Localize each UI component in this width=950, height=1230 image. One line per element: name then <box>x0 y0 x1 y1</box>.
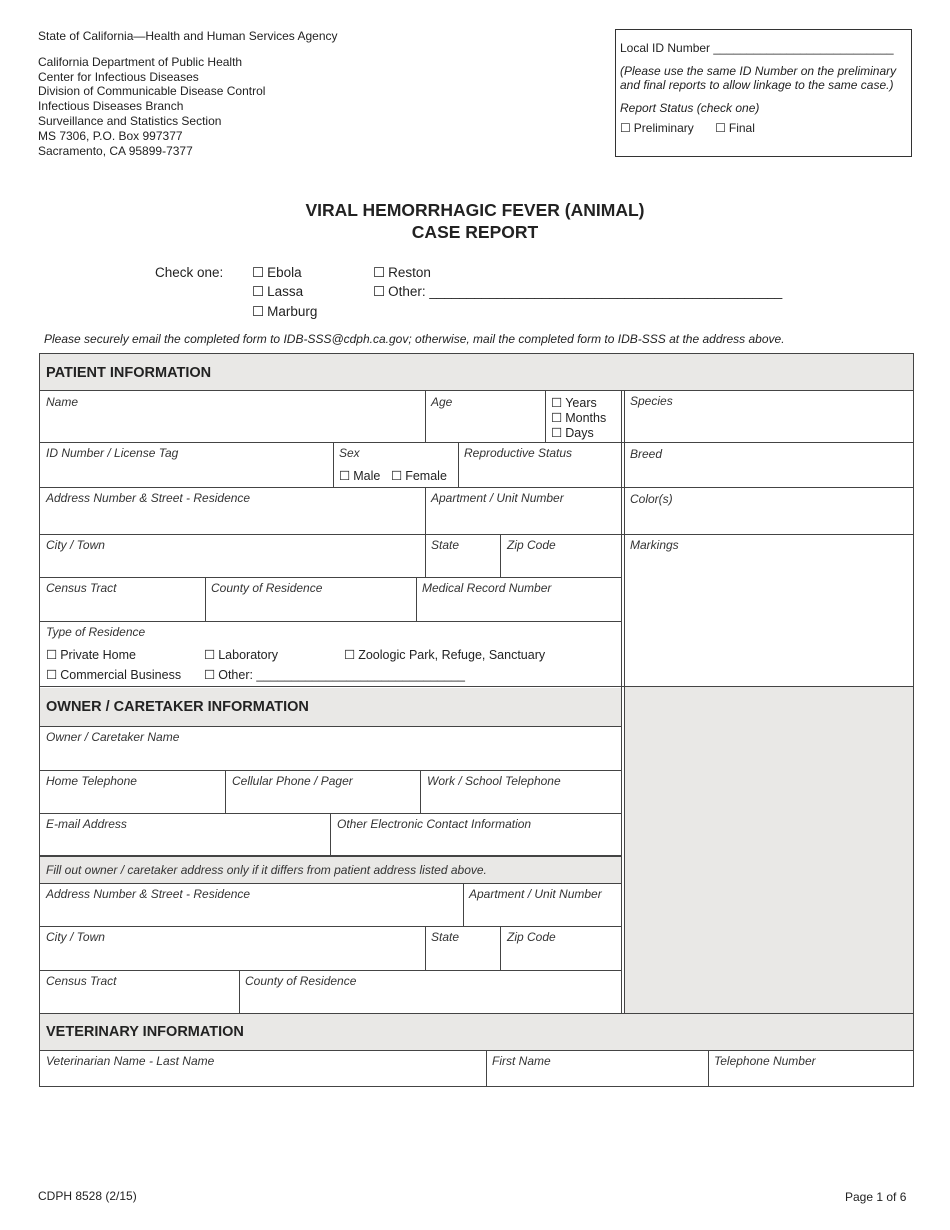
agency-line: MS 7306, P.O. Box 997377 <box>38 128 183 143</box>
other-residence-checkbox[interactable]: ☐ Other: ______________________________ <box>204 667 465 682</box>
vet-section-header: VETERINARY INFORMATION <box>40 1014 913 1050</box>
agency-line: Infectious Diseases Branch <box>38 99 184 114</box>
agency-line: Division of Communicable Disease Control <box>38 84 266 99</box>
owner-census-field[interactable]: Census Tract <box>46 974 117 988</box>
patient-zip-field[interactable]: Zip Code <box>507 538 556 552</box>
months-checkbox[interactable]: ☐ Months <box>551 410 606 425</box>
owner-state-field[interactable]: State <box>431 930 460 944</box>
case-report-form <box>39 353 914 1087</box>
owner-zip-field[interactable]: Zip Code <box>507 930 556 944</box>
owner-apt-field[interactable]: Apartment / Unit Number <box>469 887 602 901</box>
title-line-1: VIRAL HEMORRHAGIC FEVER (ANIMAL) <box>305 200 645 220</box>
reproductive-status-field[interactable]: Reproductive Status <box>464 446 573 460</box>
vet-first-name-field[interactable]: First Name <box>492 1054 551 1068</box>
id-number-field[interactable]: ID Number / License Tag <box>46 446 179 460</box>
male-checkbox[interactable]: ☐ Male <box>339 468 380 483</box>
ebola-checkbox[interactable]: ☐ Ebola <box>252 265 302 281</box>
vet-telephone-field[interactable]: Telephone Number <box>714 1054 816 1068</box>
local-id-field[interactable]: Local ID Number ___________________________ <box>620 41 894 55</box>
owner-section-header: OWNER / CARETAKER INFORMATION <box>40 688 621 726</box>
owner-city-field[interactable]: City / Town <box>46 930 105 944</box>
female-checkbox[interactable]: ☐ Female <box>391 468 447 483</box>
page-number: Page 1 of 6 <box>845 1190 907 1204</box>
patient-section-header: PATIENT INFORMATION <box>40 354 913 391</box>
owner-county-field[interactable]: County of Residence <box>245 974 357 988</box>
species-field[interactable]: Species <box>630 394 673 408</box>
title-line-2: CASE REPORT <box>411 222 539 242</box>
laboratory-checkbox[interactable]: ☐ Laboratory <box>204 647 278 662</box>
other-virus-checkbox[interactable]: ☐ Other: _______________________________________________ <box>373 284 782 300</box>
sex-label: Sex <box>339 446 360 460</box>
reston-checkbox[interactable]: ☐ Reston <box>373 265 431 281</box>
final-checkbox[interactable]: ☐ Final <box>715 121 755 135</box>
markings-field[interactable]: Markings <box>630 538 679 552</box>
age-field[interactable]: Age <box>431 395 453 409</box>
patient-state-field[interactable]: State <box>431 538 460 552</box>
agency-block <box>38 29 338 158</box>
email-instructions: Please securely email the completed form to IDB-SSS@cdph.ca.gov; otherwise, mail the completed form to IDB-SSS at the address above. <box>44 332 785 346</box>
marburg-checkbox[interactable]: ☐ Marburg <box>252 304 317 320</box>
owner-name-field[interactable]: Owner / Caretaker Name <box>46 730 180 744</box>
days-checkbox[interactable]: ☐ Days <box>551 425 594 440</box>
work-telephone-field[interactable]: Work / School Telephone <box>427 774 561 788</box>
owner-address-field[interactable]: Address Number & Street - Residence <box>46 887 251 901</box>
id-note: (Please use the same ID Number on the preliminary and final reports to allow linkage to the same case.) <box>620 63 897 92</box>
agency-line: California Department of Public Health <box>38 54 243 69</box>
other-contact-field[interactable]: Other Electronic Contact Information <box>337 817 532 831</box>
medical-record-field[interactable]: Medical Record Number <box>422 581 552 595</box>
zoologic-park-checkbox[interactable]: ☐ Zoologic Park, Refuge, Sanctuary <box>344 647 545 662</box>
form-id: CDPH 8528 (2/15) <box>38 1189 137 1203</box>
patient-county-field[interactable]: County of Residence <box>211 581 323 595</box>
shaded-panel <box>624 687 913 1013</box>
owner-address-note: Fill out owner / caretaker address only if it differs from patient address listed above. <box>46 863 487 877</box>
name-field[interactable]: Name <box>46 395 79 409</box>
residence-type-label: Type of Residence <box>46 625 146 639</box>
page-title <box>0 199 950 243</box>
agency-line: Surveillance and Statistics Section <box>38 113 222 128</box>
report-status-label: Report Status (check one) <box>620 100 760 115</box>
patient-apt-field[interactable]: Apartment / Unit Number <box>431 491 564 505</box>
agency-line: Center for Infectious Diseases <box>38 69 199 84</box>
patient-city-field[interactable]: City / Town <box>46 538 105 552</box>
private-home-checkbox[interactable]: ☐ Private Home <box>46 647 136 662</box>
agency-line: Sacramento, CA 95899-7377 <box>38 143 193 158</box>
breed-field[interactable]: Breed <box>630 447 663 461</box>
email-field[interactable]: E-mail Address <box>46 817 127 831</box>
patient-census-field[interactable]: Census Tract <box>46 581 117 595</box>
home-telephone-field[interactable]: Home Telephone <box>46 774 137 788</box>
state-agency-line: State of California—Health and Human Services Agency <box>38 29 338 43</box>
years-checkbox[interactable]: ☐ Years <box>551 395 597 410</box>
colors-field[interactable]: Color(s) <box>630 492 673 506</box>
local-id-box <box>615 29 912 157</box>
check-one-label: Check one: <box>155 265 224 280</box>
cellular-phone-field[interactable]: Cellular Phone / Pager <box>232 774 353 788</box>
commercial-business-checkbox[interactable]: ☐ Commercial Business <box>46 667 181 682</box>
lassa-checkbox[interactable]: ☐ Lassa <box>252 284 303 300</box>
preliminary-checkbox[interactable]: ☐ Preliminary <box>620 121 694 135</box>
vet-last-name-field[interactable]: Veterinarian Name - Last Name <box>46 1054 215 1068</box>
patient-address-field[interactable]: Address Number & Street - Residence <box>46 491 251 505</box>
